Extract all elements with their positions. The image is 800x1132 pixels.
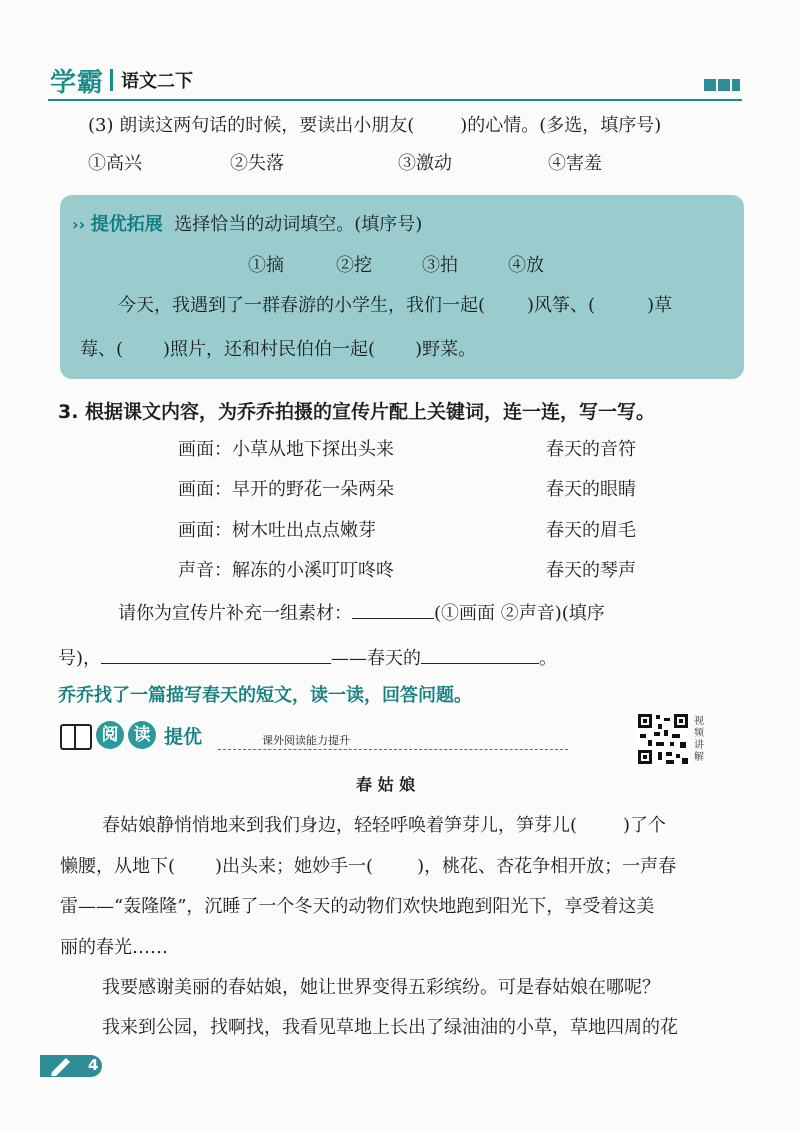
header-square-icon: [704, 79, 716, 91]
verb-option-2: ②挖: [336, 255, 372, 276]
q3-prompt-a: (3) 朗读这两句话的时候，要读出小朋友(: [88, 115, 415, 136]
supplement-line1: [118, 600, 605, 626]
logo-divider: [110, 69, 113, 91]
extension-instruction: 选择恰当的动词填空。(填序号): [174, 214, 423, 235]
answer-blank[interactable]: [352, 600, 434, 619]
reading-circle-1: 阅: [96, 721, 124, 749]
extension-title: 提优拓展: [90, 214, 163, 235]
book-subtitle: 语文二下: [121, 71, 194, 92]
sentence-part: )草: [647, 295, 673, 316]
passage-text: 懒腰，从地下(: [60, 856, 176, 877]
supplement-text: 号)，: [58, 648, 102, 669]
sentence-part: )野菜。: [415, 339, 477, 360]
reading-label: 提优: [164, 726, 203, 748]
qr-code-icon[interactable]: [636, 712, 690, 766]
match-right-1[interactable]: 春天的音符: [546, 439, 636, 460]
passage-title: 春 姑 娘: [356, 775, 416, 794]
passage-text: )出头来；她妙手一(: [215, 856, 374, 877]
q3-option-1: ①高兴: [88, 153, 142, 174]
qr-label: 视频讲解: [694, 716, 704, 763]
q3-prompt-b: )的心情。(多选，填序号): [460, 115, 662, 136]
header-logo: [50, 62, 193, 98]
book-icon: [60, 724, 92, 750]
passage-text: 春姑娘静悄悄地来到我们身边，轻轻呼唤着笋芽儿，笋芽儿(: [102, 815, 578, 836]
passage-text: )了个: [623, 815, 667, 836]
supplement-text: ——春天的: [331, 648, 422, 669]
header-square-icon: [732, 79, 740, 91]
answer-blank[interactable]: [101, 645, 331, 664]
chevron-right-icon: ››: [72, 215, 91, 234]
passage-line3: 雷——“轰隆隆”，沉睡了一个冬天的动物们欢快地跑到阳光下，享受着这美: [60, 896, 655, 917]
q3-option-2: ②失落: [230, 153, 284, 174]
verb-option-3: ③拍: [422, 255, 458, 276]
reading-intro: 乔乔找了一篇描写春天的短文，读一读，回答问题。: [58, 685, 472, 706]
passage-text: )，桃花、杏花争相开放；一声春: [417, 856, 677, 877]
header-rule: [48, 99, 742, 101]
match-left-1[interactable]: 画面：小草从地下探出头来: [178, 439, 394, 460]
q3-option-3: ③激动: [398, 153, 452, 174]
supplement-text: (①画面 ②声音)(填序: [434, 603, 605, 624]
match-left-3[interactable]: 画面：树木吐出点点嫩芽: [178, 520, 376, 541]
supplement-text: 请你为宣传片补充一组素材：: [118, 603, 352, 624]
page-number: 4: [88, 1056, 99, 1074]
header-square-icon: [718, 79, 730, 91]
passage-line2: [60, 855, 676, 879]
brand-logo: 学霸: [50, 67, 105, 98]
match-left-4[interactable]: 声音：解冻的小溪叮叮咚咚: [178, 560, 394, 581]
passage-line4: 丽的春光……: [60, 937, 168, 958]
reading-sub: 课外阅读能力提升: [262, 734, 350, 747]
extension-header: [72, 213, 422, 237]
sentence-part: 今天，我遇到了一群春游的小学生，我们一起(: [118, 295, 486, 316]
sentence-part: )风筝、(: [527, 295, 596, 316]
extension-sentence-line1: [118, 294, 672, 318]
q3-option-4: ④害羞: [548, 153, 602, 174]
verb-option-4: ④放: [508, 255, 544, 276]
match-right-2[interactable]: 春天的眼睛: [546, 479, 636, 500]
extension-sentence-line2: [80, 338, 476, 362]
supplement-line2: [58, 645, 557, 671]
match-left-2[interactable]: 画面：早开的野花一朵两朵: [178, 479, 394, 500]
reading-circle-2: 读: [128, 721, 156, 749]
question3-title: 3. 根据课文内容，为乔乔拍摄的宣传片配上关键词，连一连，写一写。: [58, 401, 656, 423]
answer-blank[interactable]: [421, 645, 539, 664]
verb-option-1: ①摘: [248, 255, 284, 276]
passage-paragraph3: 我来到公园，找啊找，我看见草地上长出了绿油油的小草，草地四周的花: [102, 1017, 678, 1038]
sentence-part: 莓、(: [80, 339, 124, 360]
passage-line1: [102, 814, 666, 838]
banner-dashed-line: [218, 749, 568, 751]
match-right-4[interactable]: 春天的琴声: [546, 560, 636, 581]
q3-part3-prompt: [88, 114, 661, 138]
match-right-3[interactable]: 春天的眉毛: [546, 520, 636, 541]
supplement-text: 。: [539, 648, 558, 669]
sentence-part: )照片，还和村民伯伯一起(: [163, 339, 376, 360]
passage-paragraph2: 我要感谢美丽的春姑娘，她让世界变得五彩缤纷。可是春姑娘在哪呢？: [102, 977, 660, 998]
